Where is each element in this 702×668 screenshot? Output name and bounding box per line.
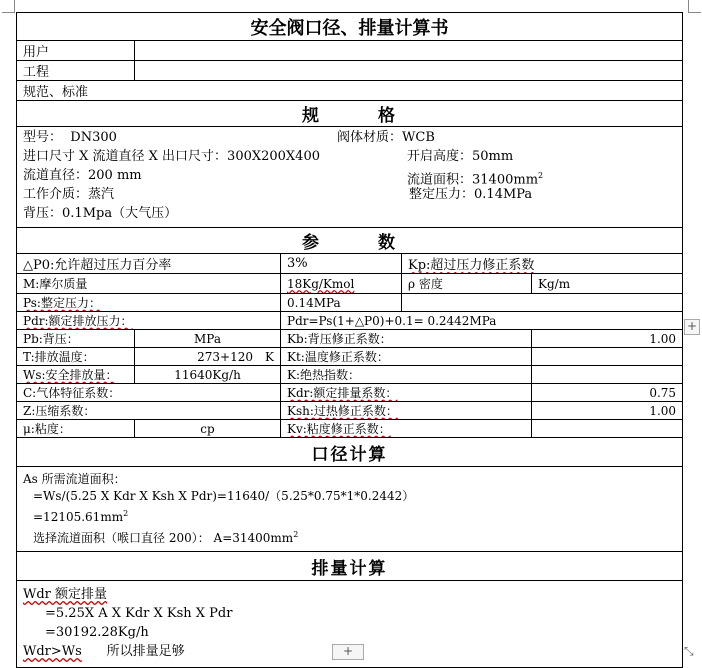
kv-label	[281, 420, 532, 438]
caliber-line-1: As 所需流道面积：	[23, 472, 126, 486]
document-table-container	[16, 12, 682, 668]
m-value	[281, 274, 402, 294]
discharge-heading: 排量计算	[17, 552, 683, 581]
project-value[interactable]	[135, 61, 683, 81]
size-label: 进口尺寸 X 流道直径 X 出口尺寸：	[23, 149, 228, 164]
project-label: 工程	[17, 61, 135, 81]
k-value	[532, 366, 683, 384]
c-label: C:气体特征系数：	[17, 384, 281, 402]
caliber-line-3	[23, 505, 676, 526]
page-corner-mark	[688, 0, 701, 13]
p0-label: △P0:允许超过压力百分率	[17, 254, 281, 274]
standard-label: 规范、标准	[17, 81, 683, 101]
discharge-line-1-text: Wdr 额定排量	[23, 587, 108, 602]
ps-label-text: Ps:整定压力：	[23, 296, 101, 310]
spec-heading: 规 格	[17, 101, 683, 127]
user-value[interactable]	[135, 41, 683, 61]
caliber-line-3-sup: 2	[123, 509, 129, 518]
area-label: 流道面积：	[407, 172, 473, 188]
caliber-line-4-sup: 2	[293, 530, 299, 539]
kp-text: Kp:超过压力修正系数	[408, 258, 535, 273]
kt-value	[532, 348, 683, 366]
set-pressure-value: 0.14MPa	[474, 187, 533, 202]
kb-label: Kb:背压修正系数：	[281, 330, 532, 348]
mu-value: cp	[135, 420, 281, 438]
kdr-label	[281, 384, 532, 402]
discharge-compare: Wdr>Ws	[23, 644, 82, 659]
document-title: 安全阀口径、排量计算书	[17, 13, 683, 41]
kb-value: 1.00	[532, 330, 683, 348]
pb-label: Pb:背压：	[17, 330, 135, 348]
kdr-value: 0.75	[532, 384, 683, 402]
params-heading: 参 数	[17, 228, 683, 254]
material-label: 阀体材质：	[337, 130, 403, 145]
ps-value: 0.14MPa	[281, 294, 402, 312]
medium-label: 工作介质：	[23, 187, 89, 202]
m-value-text: 18Kg/Kmol	[287, 276, 355, 291]
t-value: 273+120 K	[135, 348, 281, 366]
add-column-button[interactable]: +	[332, 644, 364, 660]
pdr-label-text: Pdr:额定排放压力：	[23, 314, 133, 328]
pdr-label	[17, 312, 281, 330]
ksh-label-text: Ksh:过热修正系数：	[287, 404, 398, 418]
m-label: M:摩尔质量	[17, 274, 281, 294]
mu-label: μ:粘度：	[17, 420, 135, 438]
size-value: 300X200X400	[227, 149, 320, 164]
kv-value	[532, 420, 683, 438]
medium-value: 蒸汽	[88, 187, 115, 202]
kv-label-text: Kv:粘度修正系数：	[287, 422, 391, 436]
back-pressure-value: 0.1Mpa（大气压）	[62, 206, 178, 221]
caliber-line-4-text: 选择流道面积（喉口直径 200）： A=31400mm	[33, 531, 294, 545]
bore-value: 200 mm	[88, 168, 142, 183]
discharge-line-3: =30192.28Kg/h	[45, 625, 149, 640]
page-corner-mark	[2, 0, 15, 13]
z-label: Z:压缩系数：	[17, 402, 281, 420]
discharge-conclusion: 所以排量足够	[106, 644, 185, 659]
rho-label: ρ 密度	[402, 274, 532, 294]
discharge-line-2: =5.25X A X Kdr X Ksh X Pdr	[45, 606, 233, 621]
discharge-line-1	[23, 585, 676, 604]
ksh-label	[281, 402, 532, 420]
caliber-line-2	[23, 488, 676, 505]
ws-label-text: Ws:安全排放量：	[23, 368, 118, 382]
material-value: WCB	[402, 130, 435, 145]
caliber-line-2-text: =Ws/(5.25 X Kdr X Ksh X Pdr)=11640/（5.25*0.75*1*0.2442）	[33, 489, 415, 503]
kdr-label-text: Kdr:额定排量系数：	[287, 386, 398, 400]
ws-value: 11640Kg/h	[135, 366, 281, 384]
spec-block	[17, 127, 683, 228]
area-value: 31400mm	[472, 172, 539, 188]
ps-empty	[402, 294, 683, 312]
calculation-table[interactable]	[16, 12, 683, 668]
caliber-line-3-text: =12105.61mm	[33, 510, 124, 524]
pb-value: MPa	[135, 330, 281, 348]
model-label: 型号：	[23, 130, 63, 145]
rho-unit: Kg/m	[532, 274, 683, 294]
caliber-heading: 口径计算	[17, 438, 683, 467]
caliber-line-4	[23, 526, 676, 547]
add-row-button[interactable]: +	[684, 319, 700, 335]
user-label: 用户	[17, 41, 135, 61]
set-pressure-label: 整定压力：	[409, 187, 475, 202]
kt-label: Kt:温度修正系数：	[281, 348, 532, 366]
pdr-value: Pdr=Ps(1+△P0)+0.1= 0.2442MPa	[281, 312, 683, 330]
back-pressure-label: 背压：	[23, 206, 63, 221]
caliber-block	[17, 467, 683, 552]
ws-label	[17, 366, 135, 384]
lift-value: 50mm	[472, 149, 514, 164]
lift-label: 开启高度：	[407, 149, 473, 164]
table-resize-handle-icon[interactable]: ⤡	[684, 644, 694, 658]
k-label: K:绝热指数：	[281, 366, 532, 384]
t-label: T:排放温度：	[17, 348, 135, 366]
model-value: DN300	[70, 130, 117, 145]
ps-label	[17, 294, 281, 312]
bore-label: 流道直径：	[23, 168, 89, 183]
ksh-value: 1.00	[532, 402, 683, 420]
p0-value: 3%	[281, 254, 402, 274]
area-superscript: 2	[538, 171, 544, 180]
kp-label	[402, 254, 683, 274]
